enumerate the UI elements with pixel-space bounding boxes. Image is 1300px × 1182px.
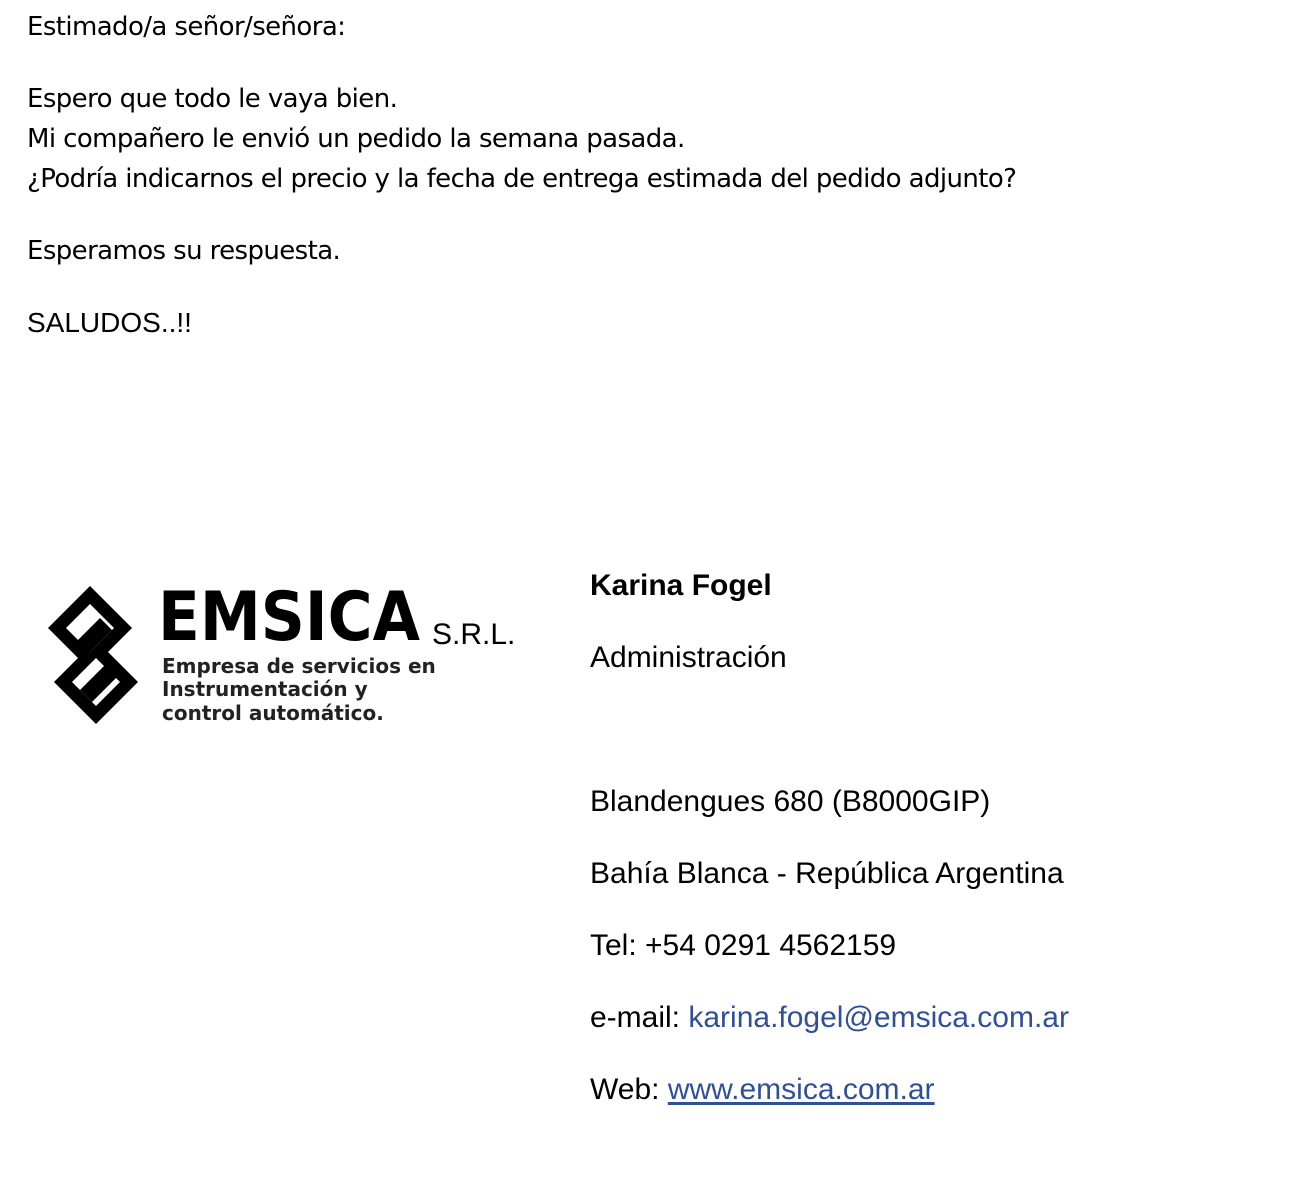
salutation: SALUDOS..!! xyxy=(27,307,192,338)
web-label: Web: xyxy=(590,1073,668,1106)
emsica-logo xyxy=(40,578,540,738)
tagline-line: control automático. xyxy=(162,701,384,725)
signature-email xyxy=(590,998,1069,1038)
signature-phone: Tel: +54 0291 4562159 xyxy=(590,929,897,962)
tagline-line: Instrumentación y xyxy=(162,677,368,701)
website-link[interactable]: www.emsica.com.ar xyxy=(667,1073,935,1106)
email-label: e-mail: xyxy=(590,1001,689,1034)
signature-role: Administración xyxy=(590,641,787,674)
closing-line: Esperamos su respuesta. xyxy=(27,236,341,266)
signature-city: Bahía Blanca - República Argentina xyxy=(590,857,1064,890)
tagline-line: Empresa de servicios en xyxy=(162,654,436,678)
brand-wordmark: EMSICA xyxy=(158,578,421,657)
brand-suffix: S.R.L. xyxy=(432,618,516,651)
signature-address: Blandengues 680 (B8000GIP) xyxy=(590,785,991,818)
email-link[interactable]: karina.fogel@emsica.com.ar xyxy=(688,1001,1069,1034)
body-line: ¿Podría indicarnos el precio y la fecha de entrega estimada del pedido adjunto? xyxy=(27,164,1017,194)
body-line: Espero que todo le vaya bien. xyxy=(27,84,398,114)
body-line: Mi compañero le envió un pedido la semana pasada. xyxy=(27,124,685,154)
signature-name: Karina Fogel xyxy=(590,569,772,602)
signature-web xyxy=(590,1070,935,1110)
greeting: Estimado/a señor/señora: xyxy=(27,12,346,42)
emblem-icon xyxy=(48,586,138,724)
